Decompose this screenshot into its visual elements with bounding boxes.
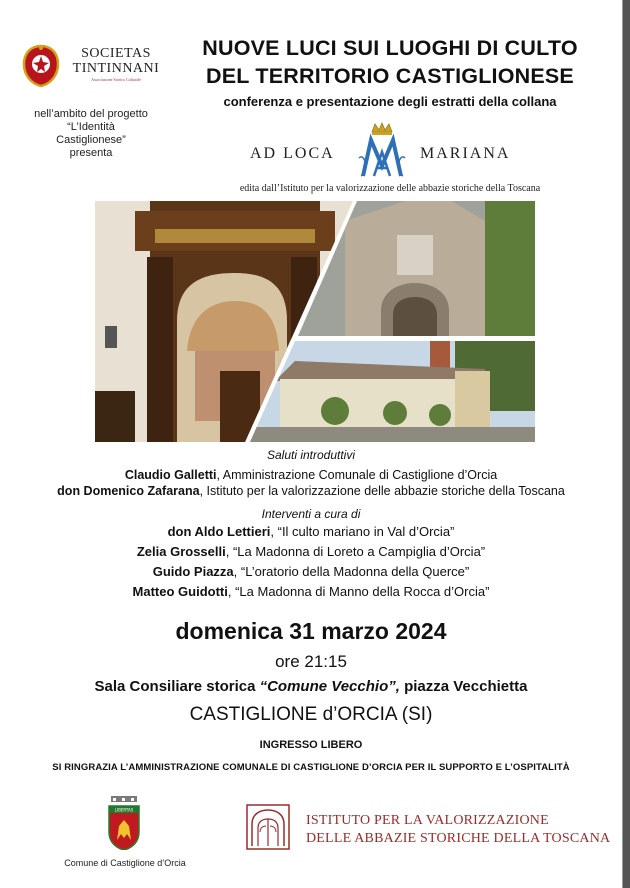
venue-suffix: piazza Vecchietta [399,678,528,695]
speaker-name: Zelia Grosselli [136,544,226,559]
intervento-item [0,542,622,562]
venue-name: “Comune Vecchio”, [259,678,400,695]
talk-title: , “Il culto mariano in Val d’Orcia” [270,524,455,539]
istituto-abbazie-logo [246,804,290,850]
saluti-item [0,467,622,483]
intervento-item [0,522,622,542]
thanks-note: SI RINGRAZIA L’AMMINISTRAZIONE COMUNALE DI CASTIGLIONE D’ORCIA PER IL SUPPORTO E L’OSPITALITÀ [52,762,570,773]
speaker-name: don Aldo Lettieri [167,524,271,539]
speaker-name: don Domenico Zafarana [57,484,200,498]
event-town: CASTIGLIONE d’ORCIA (SI) [189,704,433,725]
intro-line: Castiglionese” [56,134,126,146]
talk-title: , “La Madonna di Loreto a Campiglia d’Orcia” [225,544,486,559]
event-title [170,34,610,90]
org-tagline: Associazione Storico Culturale [91,77,141,82]
oratory-exterior-photo [245,341,535,442]
churches-photo-collage [95,201,535,442]
interventi-heading: Interventi a cura di [261,507,361,521]
org-name-line2: TINTINNANI [72,61,160,76]
comune-label: Comune di Castiglione d’Orcia [64,858,186,868]
intro-line: “L’Identità [67,121,115,133]
societas-tintinnani-logo [22,44,60,88]
intro-line: presenta [69,147,113,159]
saluti-item [0,483,622,499]
title-line1: NUOVE LUCI SUI LUOGHI DI CULTO [202,36,578,60]
talk-title: , “La Madonna di Manno della Rocca d’Orcia” [227,584,490,599]
speaker-name: Claudio Galletti [124,468,217,482]
speaker-name: Matteo Guidotti [132,584,228,599]
project-intro [6,108,176,160]
talk-title: , “L’oratorio della Madonna della Querce” [233,564,470,579]
org-name-line1: SOCIETAS [81,46,151,61]
venue-prefix: Sala Consiliare storica [94,678,260,695]
speaker-role: , Istituto per la valorizzazione delle abbazie storiche della Toscana [199,484,565,498]
istituto-line2: DELLE ABBAZIE STORICHE DELLA TOSCANA [306,831,611,846]
title-line2: DEL TERRITORIO CASTIGLIONESE [206,64,574,88]
istituto-line1: ISTITUTO PER LA VALORIZZAZIONE [306,813,549,828]
saluti-heading: Saluti introduttivi [266,448,356,462]
series-name-right: MARIANA [420,145,511,162]
intervento-item [0,562,622,582]
event-time: ore 21:15 [275,652,347,671]
intro-line: nell’ambito del progetto [34,108,148,120]
event-date: domenica 31 marzo 2024 [175,618,447,644]
series-name-left: AD LOCA [250,145,335,162]
intervento-item [0,582,622,602]
comune-coat-of-arms-icon [106,796,142,850]
societas-tintinnani-name [66,46,166,82]
comune-shield-motto: LIBERTAS [114,807,134,813]
crowned-marian-monogram-icon [355,122,409,182]
event-subtitle: conferenza e presentazione degli estratti della collana [223,94,557,109]
free-entry-note: INGRESSO LIBERO [259,739,363,751]
istituto-name [306,812,610,848]
publisher-note: edita dall’Istituto per la valorizzazione delle abbazie storiche della Toscana [239,183,541,194]
speaker-name: Guido Piazza [152,564,234,579]
event-venue [0,678,622,695]
speaker-role: , Amministrazione Comunale di Castiglione d’Orcia [216,468,498,482]
